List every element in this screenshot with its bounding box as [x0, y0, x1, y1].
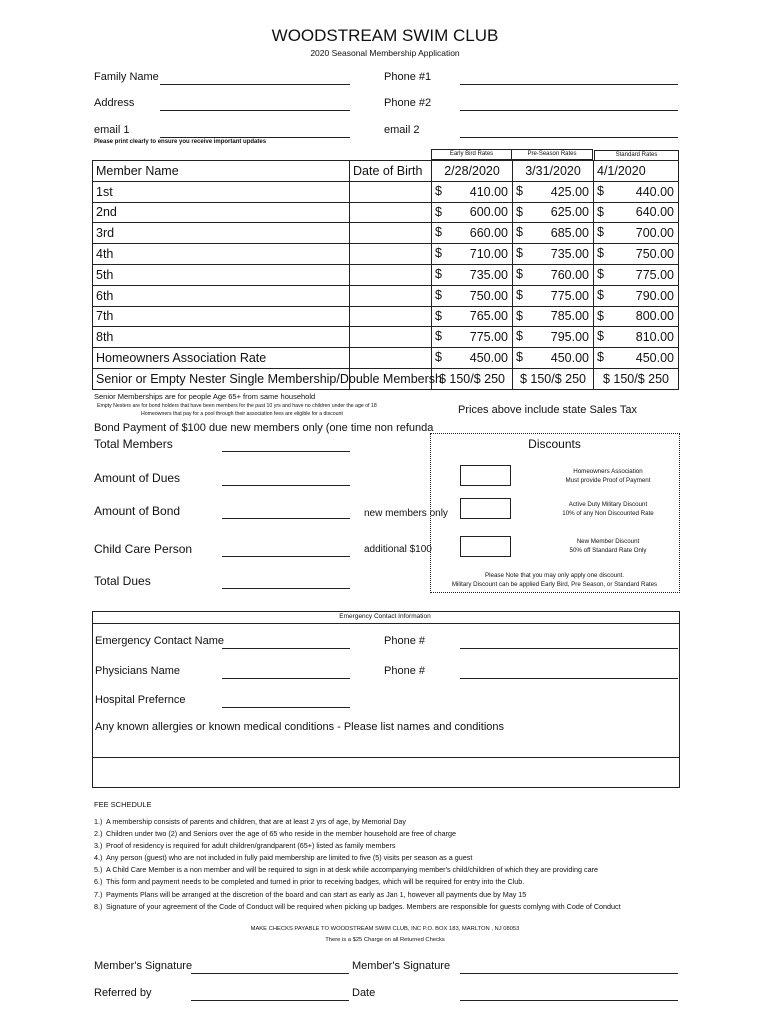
currency-symbol: $ — [597, 246, 604, 261]
rate-value: 700.00 — [635, 226, 674, 241]
fee-item-text: Payments Plans will be arranged at the discretion of the board and can start as early as Jan 1, however all payments due by May 15 — [106, 889, 527, 899]
referred-by-label: Referred by — [94, 987, 152, 999]
rate-early-cell — [432, 264, 513, 285]
rate-value: 710.00 — [469, 247, 508, 262]
checks-payable-note: MAKE CHECKS PAYABLE TO WOODSTREAM SWIM CLUB, INC P.O. BOX 183, MARLTON , NJ 08053 — [250, 926, 520, 932]
list-item — [94, 889, 621, 901]
fee-item-number: 5.) — [94, 865, 103, 875]
phone2-label: Phone #2 — [384, 97, 432, 109]
list-item — [94, 901, 621, 913]
fee-item-text: A Child Care Member is a non member and will be required to sign in at desk while accompanying member's child/children of which they are providing care — [106, 865, 598, 875]
std-date: 4/1/2020 — [594, 161, 679, 182]
currency-symbol: $ — [435, 225, 442, 240]
list-item — [94, 840, 621, 852]
currency-symbol: $ — [597, 308, 604, 323]
member-signature2-label: Member's Signature — [352, 960, 451, 972]
rate-value: 450.00 — [469, 351, 508, 366]
member-slot-label[interactable]: 8th — [93, 327, 350, 348]
senior-note: Senior Memberships are for people Age 65+ from same household — [94, 392, 316, 401]
rate-pre-cell — [513, 285, 594, 306]
rate-std-cell — [594, 181, 679, 202]
table-row — [93, 223, 679, 244]
total-members-field[interactable] — [222, 451, 350, 452]
child-care-label: Child Care Person — [94, 542, 193, 556]
rate-early-cell — [432, 348, 513, 369]
rate-value: 765.00 — [469, 309, 508, 324]
fee-schedule-list — [94, 816, 621, 913]
hospital-field[interactable] — [222, 707, 350, 708]
phone1-label: Phone #1 — [384, 71, 432, 83]
fee-item-text: Proof of residency is required for adult children/grandparent (65+) listed as family members — [106, 841, 396, 851]
rate-value: 750.00 — [635, 247, 674, 262]
rate-value: 810.00 — [635, 330, 674, 345]
currency-symbol: $ — [435, 329, 442, 344]
rate-value: 425.00 — [550, 184, 589, 199]
dob-cell[interactable] — [350, 181, 432, 202]
currency-symbol: $ — [516, 246, 523, 261]
rate-early-cell — [432, 285, 513, 306]
rate-value: 795.00 — [550, 330, 589, 345]
phone2-field[interactable] — [460, 110, 678, 111]
email2-label: email 2 — [384, 124, 420, 136]
rate-pre-cell — [513, 244, 594, 265]
rate-value: 760.00 — [550, 267, 589, 282]
new-member-discount-note: 50% off Standard Rate Only — [569, 547, 647, 554]
new-members-only-note: new members only — [364, 508, 448, 519]
empty-nester-note: Empty Nesters are for bond holders that have been members for the past 10 yrs and have no children under the age of 18 — [97, 403, 377, 409]
referred-by-field[interactable] — [191, 1000, 349, 1001]
pre-date: 3/31/2020 — [513, 161, 594, 182]
total-members-label: Total Members — [94, 437, 173, 451]
senior-label: Senior or Empty Nester Single Membership/Double Membersh — [93, 368, 350, 389]
currency-symbol: $ — [516, 350, 523, 365]
currency-symbol: $ — [597, 204, 604, 219]
currency-symbol: $ — [435, 183, 442, 198]
rate-std-cell — [594, 348, 679, 369]
rate-std-cell — [594, 244, 679, 265]
rate-std-cell — [594, 202, 679, 223]
member-slot-label[interactable]: 4th — [93, 244, 350, 265]
early-bird-header: Early Bird Rates — [431, 149, 512, 160]
currency-symbol: $ — [435, 308, 442, 323]
form-title: WOODSTREAM SWIM CLUB — [271, 26, 499, 45]
military-discount-note: 10% of any Non Discounted Rate — [562, 510, 654, 517]
table-row — [93, 264, 679, 285]
list-item — [94, 816, 621, 828]
fee-item-text: Any person (guest) who are not included in fully paid membership are limited to five (5) visits per season as a guest — [106, 853, 473, 863]
fee-schedule-title: FEE SCHEDULE — [94, 800, 152, 809]
member-slot-label[interactable]: 3rd — [93, 223, 350, 244]
discounts-title: Discounts — [528, 437, 581, 451]
fee-item-number: 8.) — [94, 901, 103, 911]
amount-bond-label: Amount of Bond — [94, 504, 181, 518]
military-discount-checkbox[interactable] — [460, 498, 511, 519]
dob-cell[interactable] — [350, 285, 432, 306]
currency-symbol: $ — [597, 329, 604, 344]
rate-value: 775.00 — [550, 288, 589, 303]
amount-dues-field[interactable] — [222, 485, 350, 486]
hoa-discount-label: Homeowners Association — [573, 468, 643, 475]
amount-dues-label: Amount of Dues — [94, 471, 181, 485]
physician-phone-label: Phone # — [384, 665, 425, 677]
fee-item-text: Children under two (2) and Seniors over the age of 65 who reside in the member household are free of charge — [106, 829, 456, 839]
bond-note: Bond Payment of $100 due new members only (one time non refunda — [94, 422, 434, 434]
rate-value: 410.00 — [469, 184, 508, 199]
fee-item-number: 7.) — [94, 889, 103, 899]
emergency-phone-label: Phone # — [384, 635, 425, 647]
currency-symbol: $ — [435, 246, 442, 261]
total-dues-field[interactable] — [222, 588, 350, 589]
fee-item-text: Signature of your agreement of the Code of Conduct will be required when picking up badges. Members are responsible for guests comlyng with Code of Conduct — [106, 901, 621, 911]
discount-note-2: Military Discount can be applied Early Bird, Pre Season, or Standard Rates — [451, 581, 658, 588]
dob-cell[interactable] — [350, 264, 432, 285]
fee-item-number: 6.) — [94, 877, 103, 887]
rate-pre-cell — [513, 181, 594, 202]
rate-std-cell — [594, 264, 679, 285]
rate-value: 660.00 — [469, 226, 508, 241]
currency-symbol: $ — [597, 225, 604, 240]
rate-value: 440.00 — [635, 184, 674, 199]
rate-pre-cell — [513, 306, 594, 327]
emergency-contact-field[interactable] — [222, 648, 350, 649]
rate-std-cell — [594, 223, 679, 244]
senior-row — [93, 368, 679, 389]
currency-symbol: $ — [516, 287, 523, 302]
rate-value: 625.00 — [550, 205, 589, 220]
rate-early-cell — [432, 306, 513, 327]
member-signature2-field[interactable] — [460, 973, 678, 974]
senior-early: $ 150/$ 250 — [432, 368, 513, 389]
fee-item-number: 1.) — [94, 817, 103, 826]
hoa-discount-checkbox[interactable] — [460, 465, 511, 486]
currency-symbol: $ — [597, 350, 604, 365]
dob-cell[interactable] — [350, 327, 432, 348]
physician-phone-field[interactable] — [460, 678, 678, 679]
dob-cell[interactable] — [350, 202, 432, 223]
emergency-header: Emergency Contact Information — [339, 613, 431, 620]
list-item — [94, 828, 621, 840]
amount-bond-field[interactable] — [222, 518, 350, 519]
dob-cell[interactable] — [350, 244, 432, 265]
senior-pre: $ 150/$ 250 — [513, 368, 594, 389]
fee-item-number: 2.) — [94, 829, 103, 839]
rate-pre-cell — [513, 264, 594, 285]
rate-value: 785.00 — [550, 309, 589, 324]
rate-early-cell — [432, 327, 513, 348]
military-discount-label: Active Duty Military Discount — [568, 501, 648, 508]
child-care-field[interactable] — [222, 556, 350, 557]
address-label: Address — [94, 97, 135, 109]
new-member-discount-checkbox[interactable] — [460, 536, 511, 557]
fee-item-text: A membership consists of parents and children, that are at least 2 yrs of age, by Memorial Day — [106, 817, 407, 826]
rate-pre-cell — [513, 327, 594, 348]
table-row — [93, 285, 679, 306]
fee-item-number: 4.) — [94, 853, 103, 863]
standard-rates-header: Standard Rates — [594, 150, 679, 161]
date-label: Date — [352, 987, 376, 999]
list-item — [94, 852, 621, 864]
rate-value: 600.00 — [469, 205, 508, 220]
fee-item-number: 3.) — [94, 841, 103, 851]
currency-symbol: $ — [597, 287, 604, 302]
phone1-field[interactable] — [460, 84, 678, 85]
currency-symbol: $ — [435, 266, 442, 281]
currency-symbol: $ — [597, 183, 604, 198]
rate-value: 450.00 — [635, 351, 674, 366]
date-field[interactable] — [460, 1000, 678, 1001]
pre-season-header: Pre-Season Rates — [511, 149, 593, 160]
allergies-label: Any known allergies or known medical conditions - Please list names and conditions — [95, 721, 505, 733]
physicians-name-label: Physicians Name — [95, 665, 180, 677]
currency-symbol: $ — [516, 183, 523, 198]
physicians-name-field[interactable] — [222, 678, 350, 679]
member-slot-label[interactable]: 5th — [93, 264, 350, 285]
currency-symbol: $ — [516, 308, 523, 323]
rate-value: 735.00 — [469, 267, 508, 282]
rate-value: 735.00 — [550, 247, 589, 262]
print-note: Please print clearly to ensure you receive important updates — [94, 139, 267, 145]
additional-fee-note: additional $100 — [364, 544, 432, 555]
currency-symbol: $ — [435, 287, 442, 302]
currency-symbol: $ — [516, 204, 523, 219]
currency-symbol: $ — [516, 225, 523, 240]
rate-value: 685.00 — [550, 226, 589, 241]
new-member-discount-label: New Member Discount — [576, 538, 640, 545]
email1-field[interactable] — [160, 137, 350, 138]
member-slot-label[interactable]: 1st — [93, 181, 350, 202]
hoa-note: Homeowners that pay for a pool through their association fees are eligible for a discount — [141, 411, 343, 417]
family-name-label: Family Name — [94, 71, 159, 83]
tax-note: Prices above include state Sales Tax — [458, 404, 637, 416]
member-name-header: Member Name — [93, 161, 350, 182]
table-row — [93, 181, 679, 202]
rate-value: 775.00 — [635, 267, 674, 282]
rate-pre-cell — [513, 223, 594, 244]
rate-value: 775.00 — [469, 330, 508, 345]
fee-item-text: This form and payment needs to be completed and turned in prior to receiving badges, which will be required for entry into the Club. — [106, 877, 525, 887]
rate-std-cell — [594, 306, 679, 327]
rate-value: 800.00 — [635, 309, 674, 324]
dob-header: Date of Birth — [350, 161, 432, 182]
table-row — [93, 327, 679, 348]
hospital-label: Hospital Prefernce — [95, 694, 186, 706]
currency-symbol: $ — [597, 266, 604, 281]
member-slot-label[interactable]: 7th — [93, 306, 350, 327]
form-subtitle: 2020 Seasonal Membership Application — [310, 48, 460, 58]
dob-cell[interactable] — [350, 223, 432, 244]
currency-symbol: $ — [516, 329, 523, 344]
table-row — [93, 244, 679, 265]
family-name-field[interactable] — [160, 84, 350, 85]
rate-early-cell — [432, 223, 513, 244]
early-date: 2/28/2020 — [432, 161, 513, 182]
email1-label: email 1 — [94, 124, 130, 136]
total-dues-label: Total Dues — [94, 574, 151, 588]
member-slot-label[interactable]: 6th — [93, 285, 350, 306]
rate-std-cell — [594, 285, 679, 306]
member-signature-field[interactable] — [191, 973, 349, 974]
dob-cell[interactable] — [350, 348, 432, 369]
currency-symbol: $ — [435, 204, 442, 219]
rate-value: 450.00 — [550, 351, 589, 366]
rate-value: 750.00 — [469, 288, 508, 303]
rate-value: 790.00 — [635, 288, 674, 303]
membership-rate-table — [92, 160, 679, 390]
table-row — [93, 306, 679, 327]
discount-note-1: Please Note that you may only apply one discount. — [485, 572, 624, 579]
currency-symbol: $ — [435, 350, 442, 365]
email2-field[interactable] — [460, 137, 678, 138]
table-row — [93, 348, 679, 369]
list-item — [94, 876, 621, 888]
table-header-row — [93, 161, 679, 182]
rate-std-cell — [594, 327, 679, 348]
rate-early-cell — [432, 181, 513, 202]
currency-symbol: $ — [516, 266, 523, 281]
emergency-phone-field[interactable] — [460, 648, 678, 649]
dob-cell[interactable] — [350, 306, 432, 327]
rate-early-cell — [432, 202, 513, 223]
member-signature-label: Member's Signature — [94, 960, 193, 972]
rate-pre-cell — [513, 348, 594, 369]
rate-pre-cell — [513, 202, 594, 223]
hoa-discount-note: Must provide Proof of Payment — [565, 477, 651, 484]
table-row — [93, 202, 679, 223]
list-item — [94, 864, 621, 876]
address-field[interactable] — [160, 110, 350, 111]
senior-std: $ 150/$ 250 — [594, 368, 679, 389]
allergies-field[interactable] — [92, 757, 679, 758]
emergency-contact-label: Emergency Contact Name — [95, 635, 224, 647]
member-slot-label[interactable]: Homeowners Association Rate — [93, 348, 350, 369]
member-slot-label[interactable]: 2nd — [93, 202, 350, 223]
rate-early-cell — [432, 244, 513, 265]
rate-value: 640.00 — [635, 205, 674, 220]
returned-checks-note: There is a $25 Charge on all Returned Checks — [325, 937, 445, 943]
